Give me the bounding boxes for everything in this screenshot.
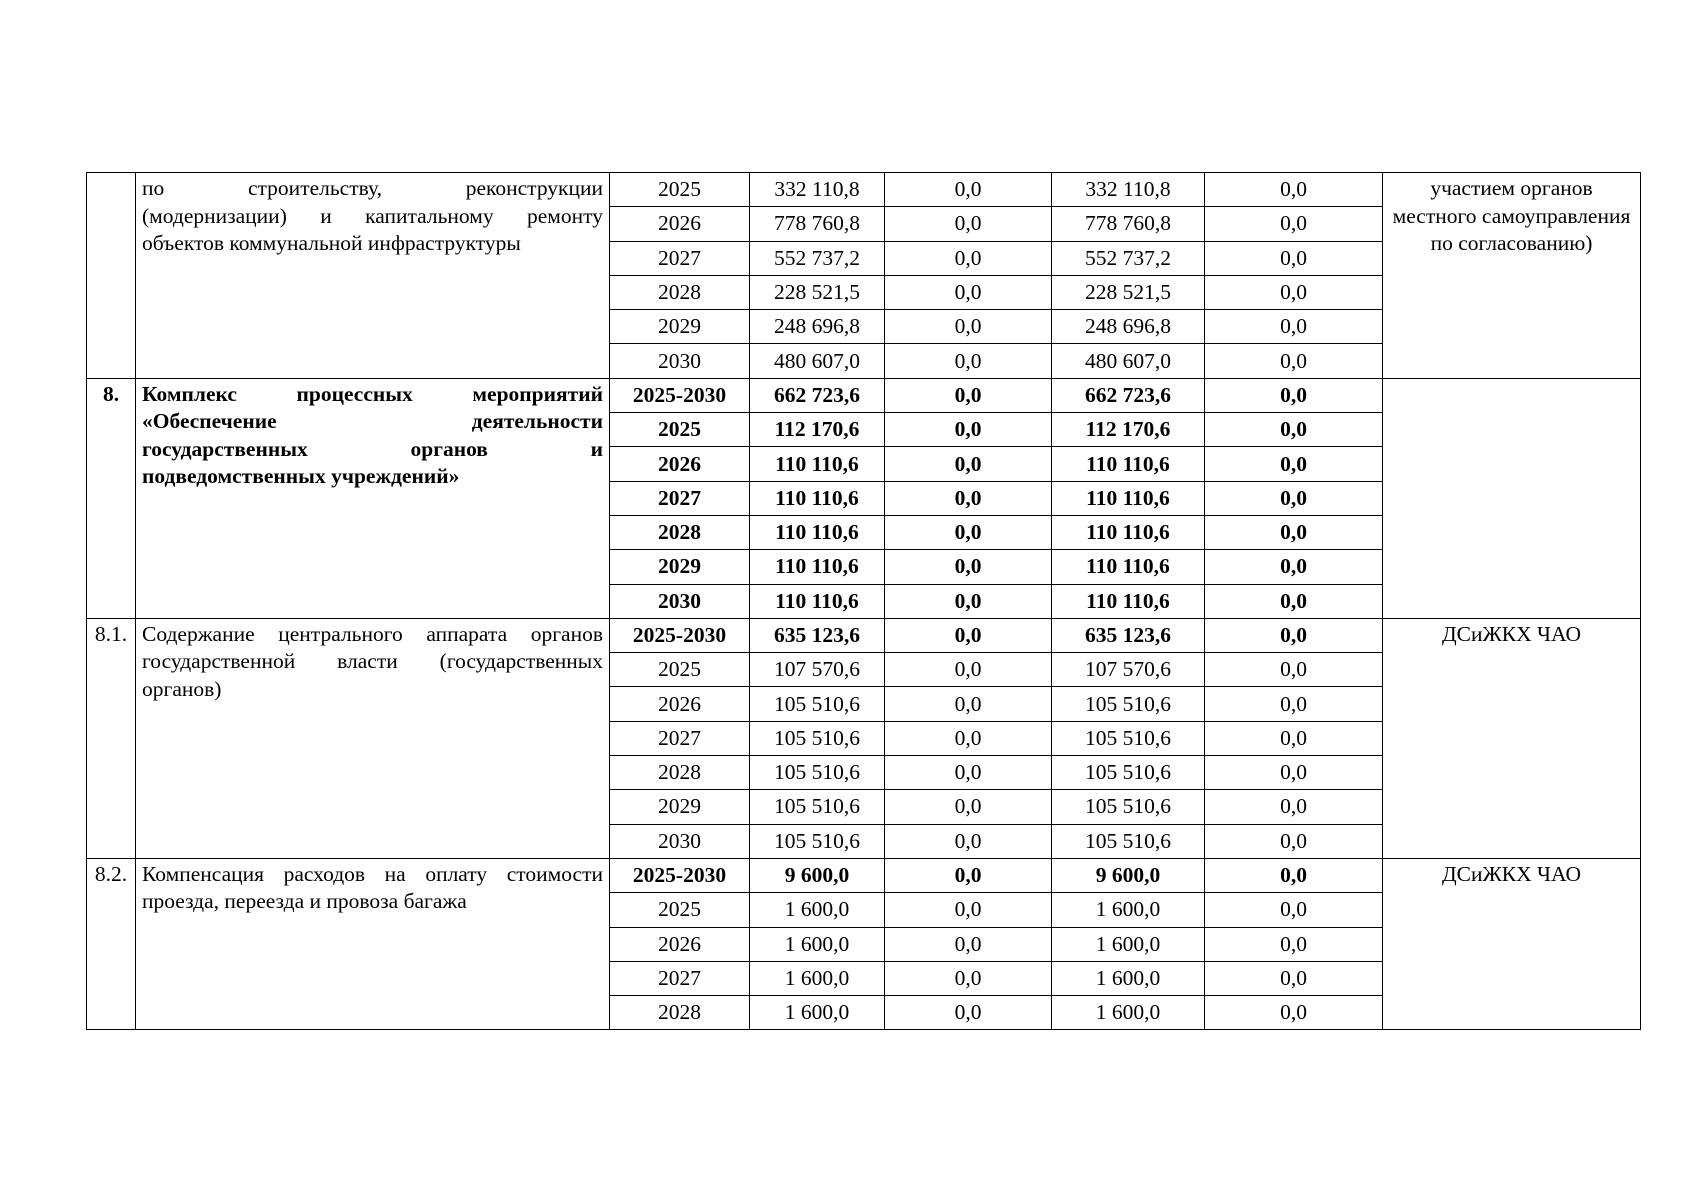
item-name-line: по строительству, реконструкции [142,176,603,200]
total-cell: 1 600,0 [750,893,885,927]
value-cell: 0,0 [885,275,1052,309]
total-cell: 1 600,0 [750,996,885,1030]
total-cell: 228 521,5 [750,275,885,309]
value-cell: 105 510,6 [1052,824,1205,858]
item-name-line: проезда, переезда и провоза багажа [142,889,467,914]
value-cell: 0,0 [1205,584,1383,618]
value-cell: 110 110,6 [1052,447,1205,481]
value-cell: 0,0 [1205,996,1383,1030]
year-cell: 2026 [610,927,750,961]
year-cell: 2030 [610,344,750,378]
item-number: 8.2. [87,858,136,1029]
value-cell: 0,0 [885,824,1052,858]
value-cell: 1 600,0 [1052,927,1205,961]
value-cell: 0,0 [1205,858,1383,892]
year-cell: 2025-2030 [610,618,750,652]
item-name-line: объектов коммунальной инфраструктуры [142,231,521,255]
year-cell: 2029 [610,790,750,824]
year-cell: 2025 [610,413,750,447]
value-cell: 0,0 [885,790,1052,824]
year-cell: 2026 [610,447,750,481]
total-cell: 110 110,6 [750,481,885,515]
year-cell: 2027 [610,241,750,275]
total-cell: 662 723,6 [750,378,885,412]
responsible-executor: ДСиЖКХ ЧАО [1383,858,1641,1029]
item-number: 8. [87,378,136,618]
value-cell: 1 600,0 [1052,893,1205,927]
value-cell: 0,0 [1205,344,1383,378]
value-cell: 0,0 [885,344,1052,378]
total-cell: 552 737,2 [750,241,885,275]
value-cell: 0,0 [885,550,1052,584]
year-cell: 2025 [610,173,750,207]
year-cell: 2025 [610,653,750,687]
item-name [136,618,610,858]
value-cell: 0,0 [885,378,1052,412]
year-cell: 2028 [610,996,750,1030]
value-cell: 228 521,5 [1052,275,1205,309]
value-cell: 110 110,6 [1052,481,1205,515]
value-cell: 662 723,6 [1052,378,1205,412]
year-cell: 2028 [610,756,750,790]
value-cell: 105 510,6 [1052,721,1205,755]
value-cell: 0,0 [1205,618,1383,652]
value-cell: 0,0 [885,961,1052,995]
value-cell: 0,0 [885,173,1052,207]
value-cell: 0,0 [885,241,1052,275]
year-cell: 2029 [610,550,750,584]
year-cell: 2027 [610,721,750,755]
value-cell: 0,0 [1205,447,1383,481]
year-cell: 2025-2030 [610,858,750,892]
total-cell: 332 110,8 [750,173,885,207]
total-cell: 110 110,6 [750,515,885,549]
value-cell: 0,0 [885,413,1052,447]
year-cell: 2029 [610,310,750,344]
value-cell: 0,0 [1205,927,1383,961]
item-name [136,378,610,618]
value-cell: 105 510,6 [1052,756,1205,790]
item-name-line: органов) [142,676,222,701]
budget-table [86,172,1641,1030]
year-cell: 2026 [610,207,750,241]
item-number: 8.1. [87,618,136,858]
total-cell: 105 510,6 [750,756,885,790]
value-cell: 0,0 [885,858,1052,892]
value-cell: 0,0 [1205,550,1383,584]
item-name-line: государственной власти (государственных [142,649,603,674]
value-cell: 0,0 [885,893,1052,927]
total-cell: 778 760,8 [750,207,885,241]
total-cell: 1 600,0 [750,927,885,961]
table-body [87,173,1641,1030]
value-cell: 1 600,0 [1052,996,1205,1030]
total-cell: 105 510,6 [750,824,885,858]
total-cell: 105 510,6 [750,687,885,721]
responsible-executor [1383,378,1641,618]
value-cell: 0,0 [1205,241,1383,275]
total-cell: 107 570,6 [750,653,885,687]
value-cell: 0,0 [1205,310,1383,344]
value-cell: 0,0 [1205,275,1383,309]
value-cell: 0,0 [1205,653,1383,687]
item-name-line: государственных органов и [142,436,603,461]
total-cell: 110 110,6 [750,584,885,618]
value-cell: 0,0 [885,584,1052,618]
total-cell: 105 510,6 [750,721,885,755]
value-cell: 110 110,6 [1052,584,1205,618]
value-cell: 110 110,6 [1052,515,1205,549]
value-cell: 0,0 [885,515,1052,549]
responsible-executor: ДСиЖКХ ЧАО [1383,618,1641,858]
value-cell: 332 110,8 [1052,173,1205,207]
value-cell: 0,0 [885,756,1052,790]
value-cell: 0,0 [1205,687,1383,721]
year-cell: 2030 [610,584,750,618]
value-cell: 0,0 [885,310,1052,344]
year-cell: 2030 [610,824,750,858]
value-cell: 110 110,6 [1052,550,1205,584]
value-cell: 0,0 [885,207,1052,241]
value-cell: 0,0 [885,481,1052,515]
value-cell: 0,0 [1205,790,1383,824]
value-cell: 105 510,6 [1052,687,1205,721]
table-row [87,378,1641,412]
total-cell: 110 110,6 [750,447,885,481]
value-cell: 0,0 [1205,515,1383,549]
value-cell: 0,0 [885,447,1052,481]
value-cell: 248 696,8 [1052,310,1205,344]
value-cell: 0,0 [1205,824,1383,858]
year-cell: 2025 [610,893,750,927]
value-cell: 0,0 [1205,413,1383,447]
item-name-line: Компенсация расходов на оплату стоимости [142,861,603,886]
responsible-executor: участием органов местного самоуправления по согласованию) [1383,173,1641,379]
value-cell: 0,0 [885,721,1052,755]
value-cell: 9 600,0 [1052,858,1205,892]
year-cell: 2025-2030 [610,378,750,412]
value-cell: 0,0 [885,618,1052,652]
value-cell: 480 607,0 [1052,344,1205,378]
value-cell: 105 510,6 [1052,790,1205,824]
value-cell: 0,0 [1205,756,1383,790]
value-cell: 0,0 [885,927,1052,961]
item-name-line: «Обеспечение деятельности [142,409,603,434]
table-row [87,858,1641,892]
year-cell: 2028 [610,515,750,549]
total-cell: 105 510,6 [750,790,885,824]
table-row [87,618,1641,652]
table-row [87,173,1641,207]
value-cell: 0,0 [885,653,1052,687]
value-cell: 0,0 [1205,481,1383,515]
item-name [136,858,610,1029]
year-cell: 2027 [610,481,750,515]
item-name-line: подведомственных учреждений» [142,464,460,489]
value-cell: 0,0 [1205,893,1383,927]
value-cell: 0,0 [885,996,1052,1030]
value-cell: 1 600,0 [1052,961,1205,995]
total-cell: 248 696,8 [750,310,885,344]
value-cell: 0,0 [1205,721,1383,755]
total-cell: 1 600,0 [750,961,885,995]
value-cell: 778 760,8 [1052,207,1205,241]
item-number [87,173,136,379]
value-cell: 635 123,6 [1052,618,1205,652]
year-cell: 2028 [610,275,750,309]
item-name-line: Содержание центрального аппарата органов [142,621,603,646]
item-name [136,173,610,379]
total-cell: 110 110,6 [750,550,885,584]
value-cell: 0,0 [1205,207,1383,241]
value-cell: 0,0 [1205,173,1383,207]
total-cell: 635 123,6 [750,618,885,652]
value-cell: 0,0 [1205,961,1383,995]
item-name-line: (модернизации) и капитальному ремонту [142,203,603,228]
value-cell: 552 737,2 [1052,241,1205,275]
value-cell: 0,0 [885,687,1052,721]
item-name-line: Комплекс процессных мероприятий [142,381,603,406]
total-cell: 9 600,0 [750,858,885,892]
value-cell: 107 570,6 [1052,653,1205,687]
value-cell: 112 170,6 [1052,413,1205,447]
total-cell: 112 170,6 [750,413,885,447]
value-cell: 0,0 [1205,378,1383,412]
total-cell: 480 607,0 [750,344,885,378]
year-cell: 2026 [610,687,750,721]
year-cell: 2027 [610,961,750,995]
